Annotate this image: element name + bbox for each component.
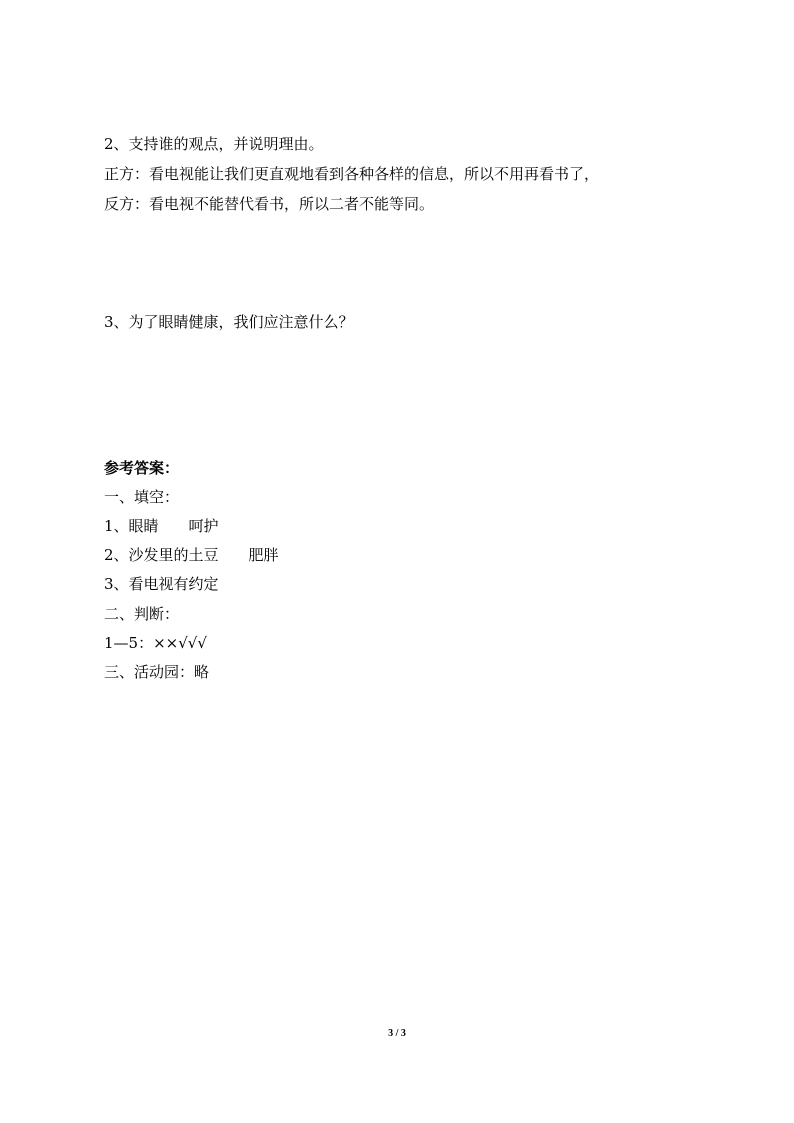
answers-heading: 参考答案： [104, 459, 180, 477]
question-3: 3、为了眼睛健康，我们应注意什么？ [104, 313, 354, 331]
answers-section-1: 一、填空： [104, 488, 180, 506]
answer-1-part-2: 呵护 [188, 517, 219, 535]
answer-3: 3、看电视有约定 [104, 575, 219, 593]
answers-section-3: 三、活动园：略 [104, 663, 210, 681]
answers-section-2: 二、判断： [104, 605, 180, 623]
question-2-con-view: 反方：看电视不能替代看书，所以二者不能等同。 [104, 195, 435, 213]
question-2-pro-view: 正方：看电视能让我们更直观地看到各种各样的信息，所以不用再看书了， [104, 165, 600, 183]
answer-1-part-1: 1、眼睛 [104, 517, 159, 535]
page-number: 3 / 3 [388, 1028, 406, 1039]
answer-1 [104, 516, 219, 536]
answer-judge: 1—5：××√√√ [104, 634, 207, 652]
answer-2-part-1: 2、沙发里的土豆 [104, 546, 219, 564]
question-2: 2、支持谁的观点，并说明理由。 [104, 135, 324, 153]
answer-2-part-2: 肥胖 [248, 546, 279, 564]
answer-2 [104, 545, 279, 565]
